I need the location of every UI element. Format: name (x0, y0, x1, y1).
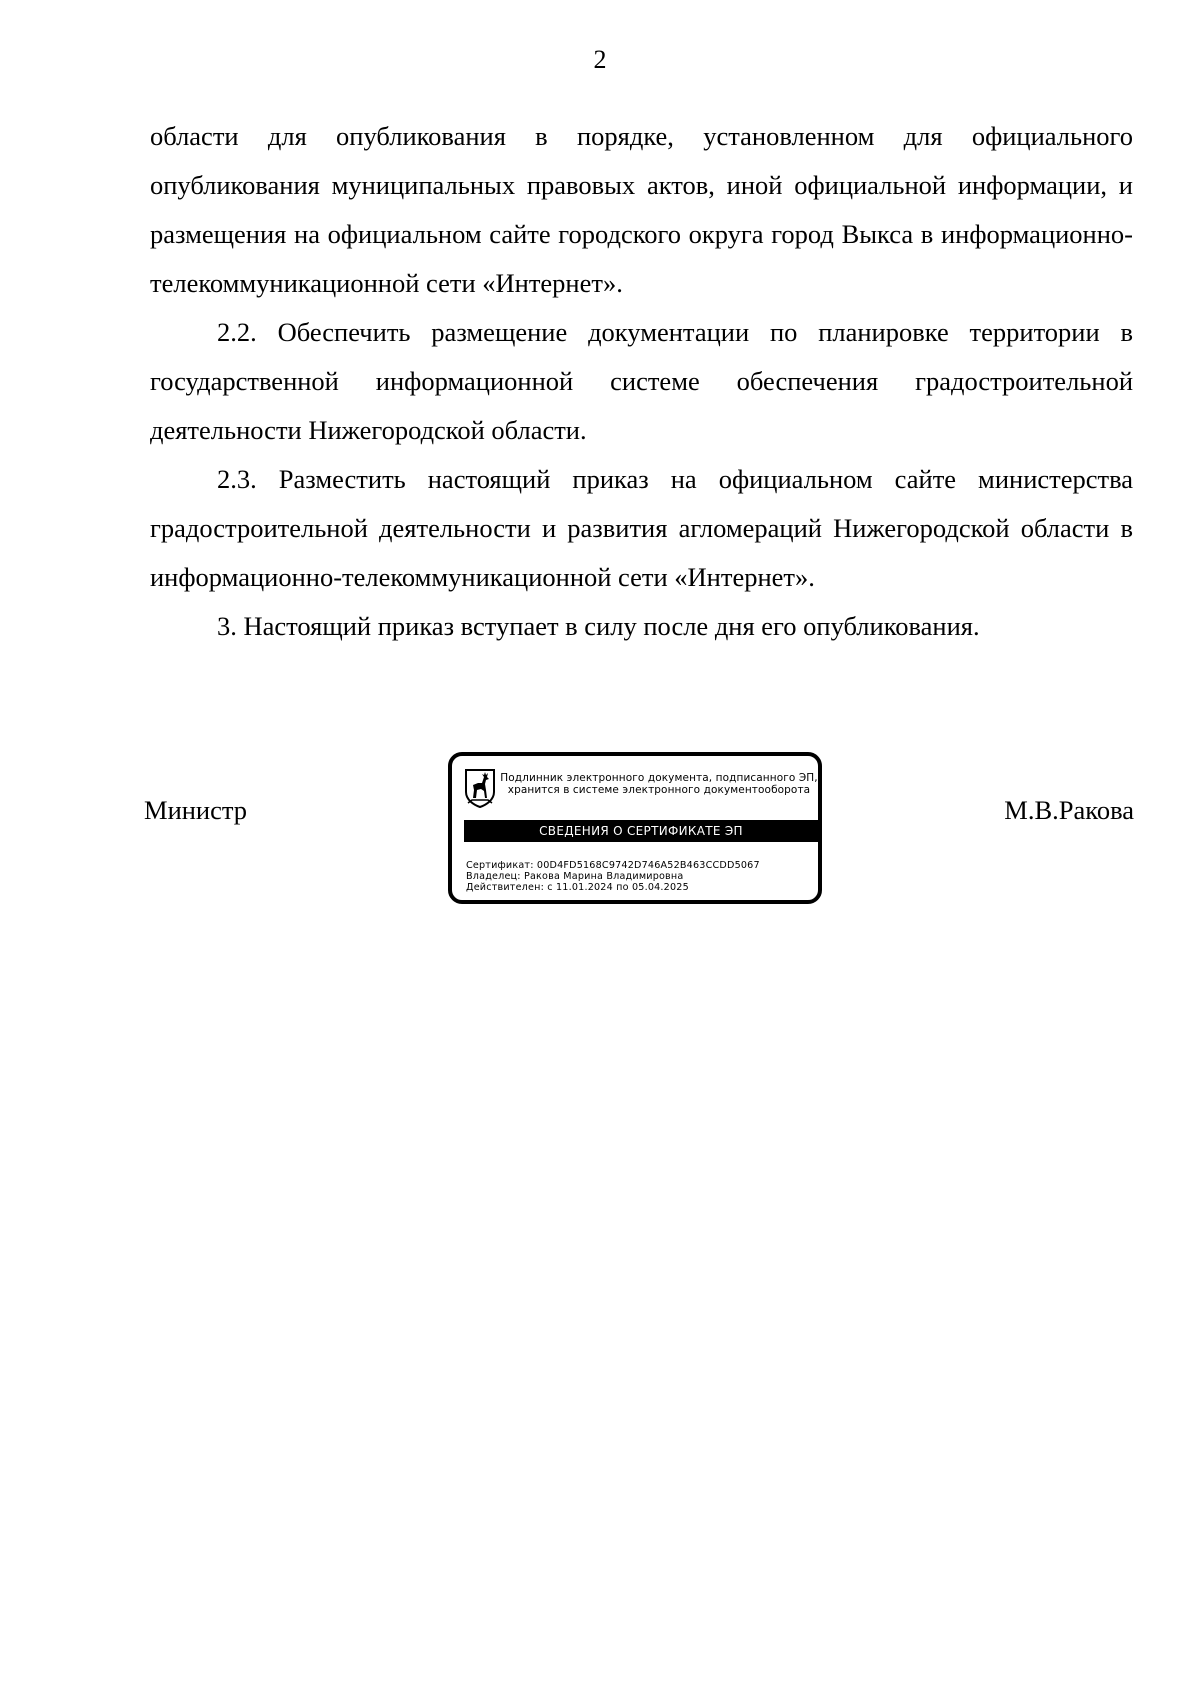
signer-name: М.В.Ракова (1004, 795, 1134, 825)
signer-title: Министр (144, 795, 248, 825)
signature-block (144, 752, 1134, 912)
stamp-header (500, 772, 818, 796)
body-paragraph: области для опубликования в порядке, установленном для официального опубликования муниципальных правовых актов, иной официальной информации, и размещения на официальном сайте городского округа город Выкса в информационно-телекоммуникационной сети «Интернет». (150, 121, 1133, 298)
stamp-header-line: хранится в системе электронного документооборота (507, 784, 811, 796)
body-paragraph: 2.3. Разместить настоящий приказ на официальном сайте министерства градостроительной деятельности и развития агломераций Нижегородской области в информационно-телекоммуникационной сети «Интернет». (150, 464, 1133, 592)
electronic-signature-stamp (448, 752, 822, 904)
certificate-validity: Действителен: с 11.01.2024 по 05.04.2025 (466, 882, 689, 893)
stamp-certificate-details (466, 860, 760, 893)
document-body (150, 112, 1133, 651)
body-paragraph: 2.2. Обеспечить размещение документации по планировке территории в государственной информационной системе обеспечения градостроительной деятельности Нижегородской области. (150, 317, 1133, 445)
body-paragraph: 3. Настоящий приказ вступает в силу после дня его опубликования. (217, 611, 980, 641)
stamp-banner: СВЕДЕНИЯ О СЕРТИФИКАТЕ ЭП (464, 820, 818, 842)
certificate-number: Сертификат: 00D4FD5168C9742D746A52B463CCDD5067 (466, 860, 760, 871)
certificate-owner: Владелец: Ракова Марина Владимировна (466, 871, 684, 882)
stamp-header-line: Подлинник электронного документа, подписанного ЭП, (500, 772, 818, 784)
deer-emblem-icon (464, 768, 496, 808)
page-number: 2 (593, 45, 607, 74)
